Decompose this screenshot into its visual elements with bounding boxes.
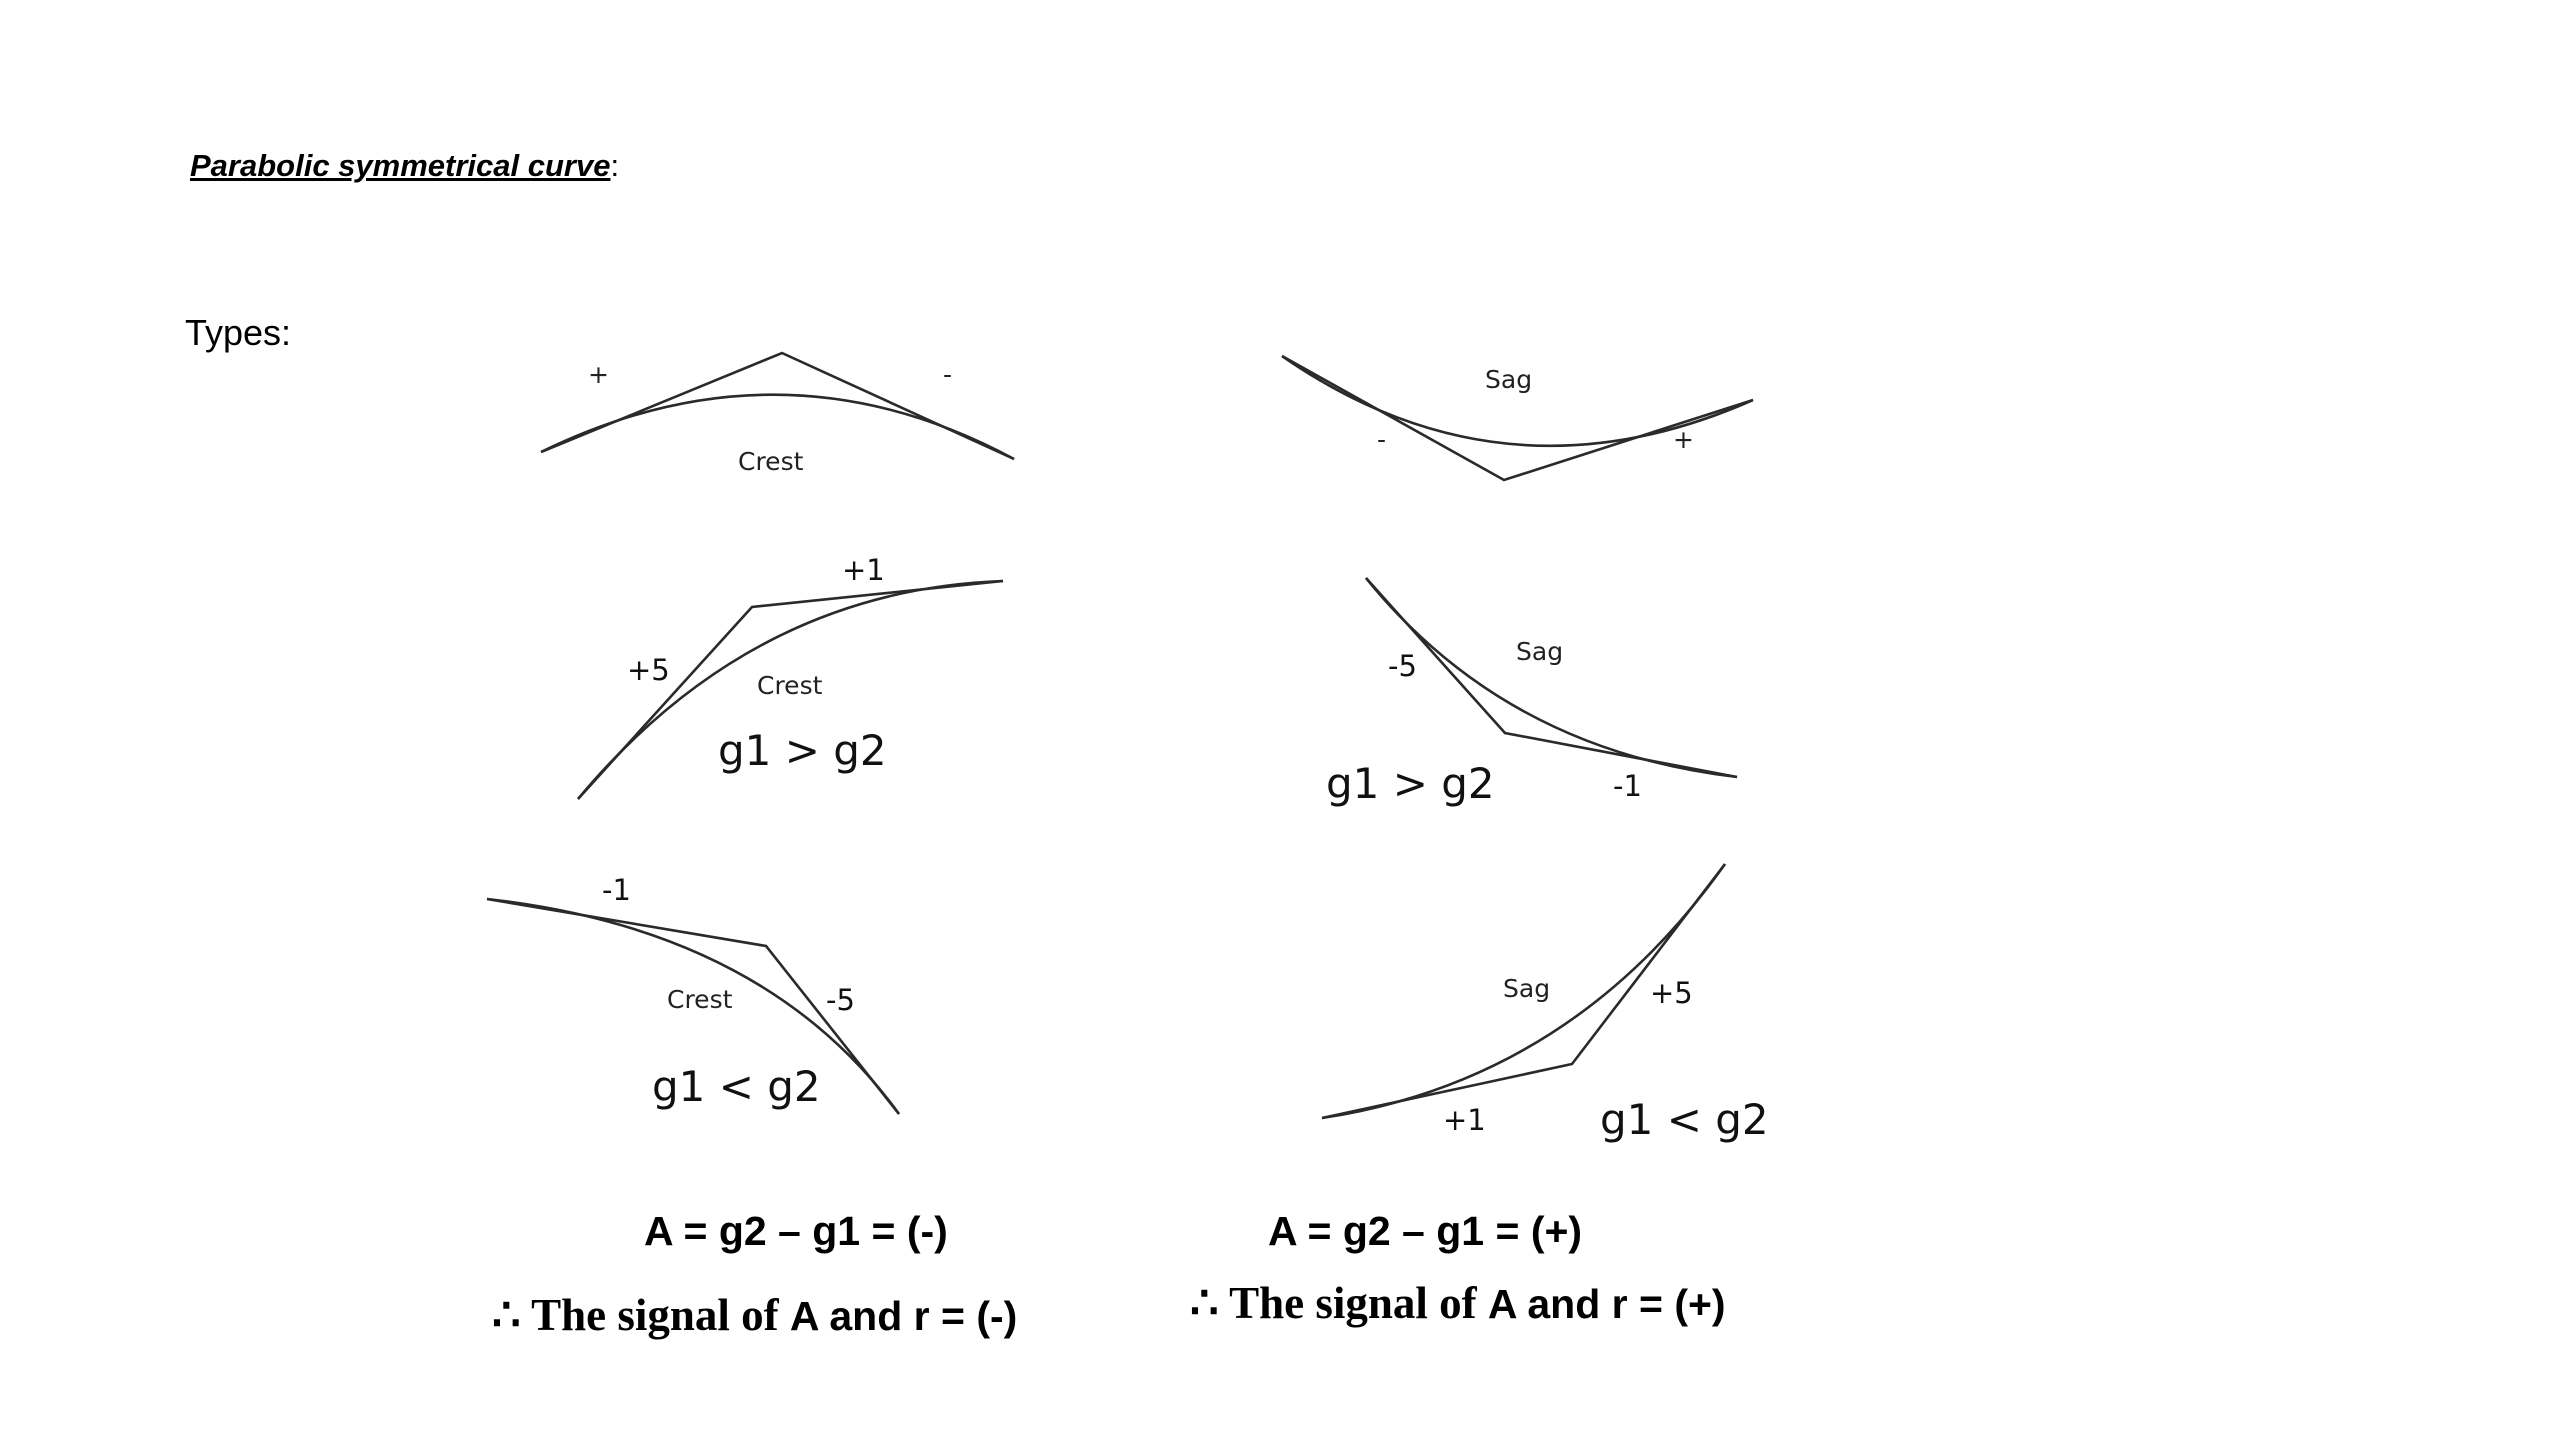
sag-mid-curve	[1366, 578, 1737, 777]
crest-mid-condition: g1 > g2	[718, 726, 887, 775]
crest-mid-left-grade: +5	[627, 653, 670, 687]
title-text: Parabolic symmetrical curve	[190, 148, 611, 183]
sag-mid-right-grade: -1	[1613, 769, 1642, 803]
title-colon: :	[610, 148, 620, 183]
sag-bottom-right-grade: +5	[1650, 976, 1693, 1010]
sag-bottom-label: Sag	[1503, 974, 1551, 1003]
crest-conclusion-suffix: A and r = (-)	[789, 1293, 1018, 1339]
sag-mid-left-grade: -5	[1388, 649, 1417, 683]
crest-conclusion-prefix: ∴ The signal of	[492, 1290, 790, 1340]
sag-top-label: Sag	[1485, 365, 1533, 394]
crest-mid-diagram	[578, 553, 1003, 799]
crest-mid-right-grade: +1	[842, 553, 885, 587]
crest-top-left-grade: +	[588, 360, 609, 389]
crest-top-label: Crest	[738, 447, 804, 476]
sag-top-left-grade: -	[1377, 425, 1387, 454]
crest-bottom-diagram	[487, 873, 899, 1114]
sag-bottom-diagram	[1322, 864, 1769, 1144]
crest-conclusion	[492, 1288, 1017, 1341]
sag-mid-diagram	[1326, 578, 1737, 808]
types-label: Types:	[185, 312, 292, 353]
sag-top-right-grade: +	[1673, 425, 1694, 454]
sag-conclusion	[1190, 1276, 1726, 1329]
sag-top-diagram	[1282, 356, 1753, 480]
crest-top-diagram	[541, 353, 1014, 476]
sag-bottom-condition: g1 < g2	[1600, 1095, 1769, 1144]
sag-formula: A = g2 – g1 = (+)	[1268, 1208, 1583, 1254]
crest-formula: A = g2 – g1 = (-)	[644, 1208, 948, 1254]
crest-bottom-label: Crest	[667, 985, 733, 1014]
crest-bottom-right-grade: -5	[826, 983, 855, 1017]
sag-bottom-left-grade: +1	[1443, 1103, 1486, 1137]
crest-bottom-condition: g1 < g2	[652, 1062, 821, 1111]
sag-mid-label: Sag	[1516, 637, 1564, 666]
crest-top-right-grade: -	[943, 360, 953, 389]
sag-conclusion-suffix: A and r = (+)	[1487, 1281, 1726, 1327]
sag-mid-tangents	[1366, 578, 1737, 777]
crest-bottom-left-grade: -1	[602, 873, 631, 907]
sag-mid-condition: g1 > g2	[1326, 759, 1495, 808]
sag-conclusion-prefix: ∴ The signal of	[1190, 1278, 1488, 1328]
crest-mid-label: Crest	[757, 671, 823, 700]
